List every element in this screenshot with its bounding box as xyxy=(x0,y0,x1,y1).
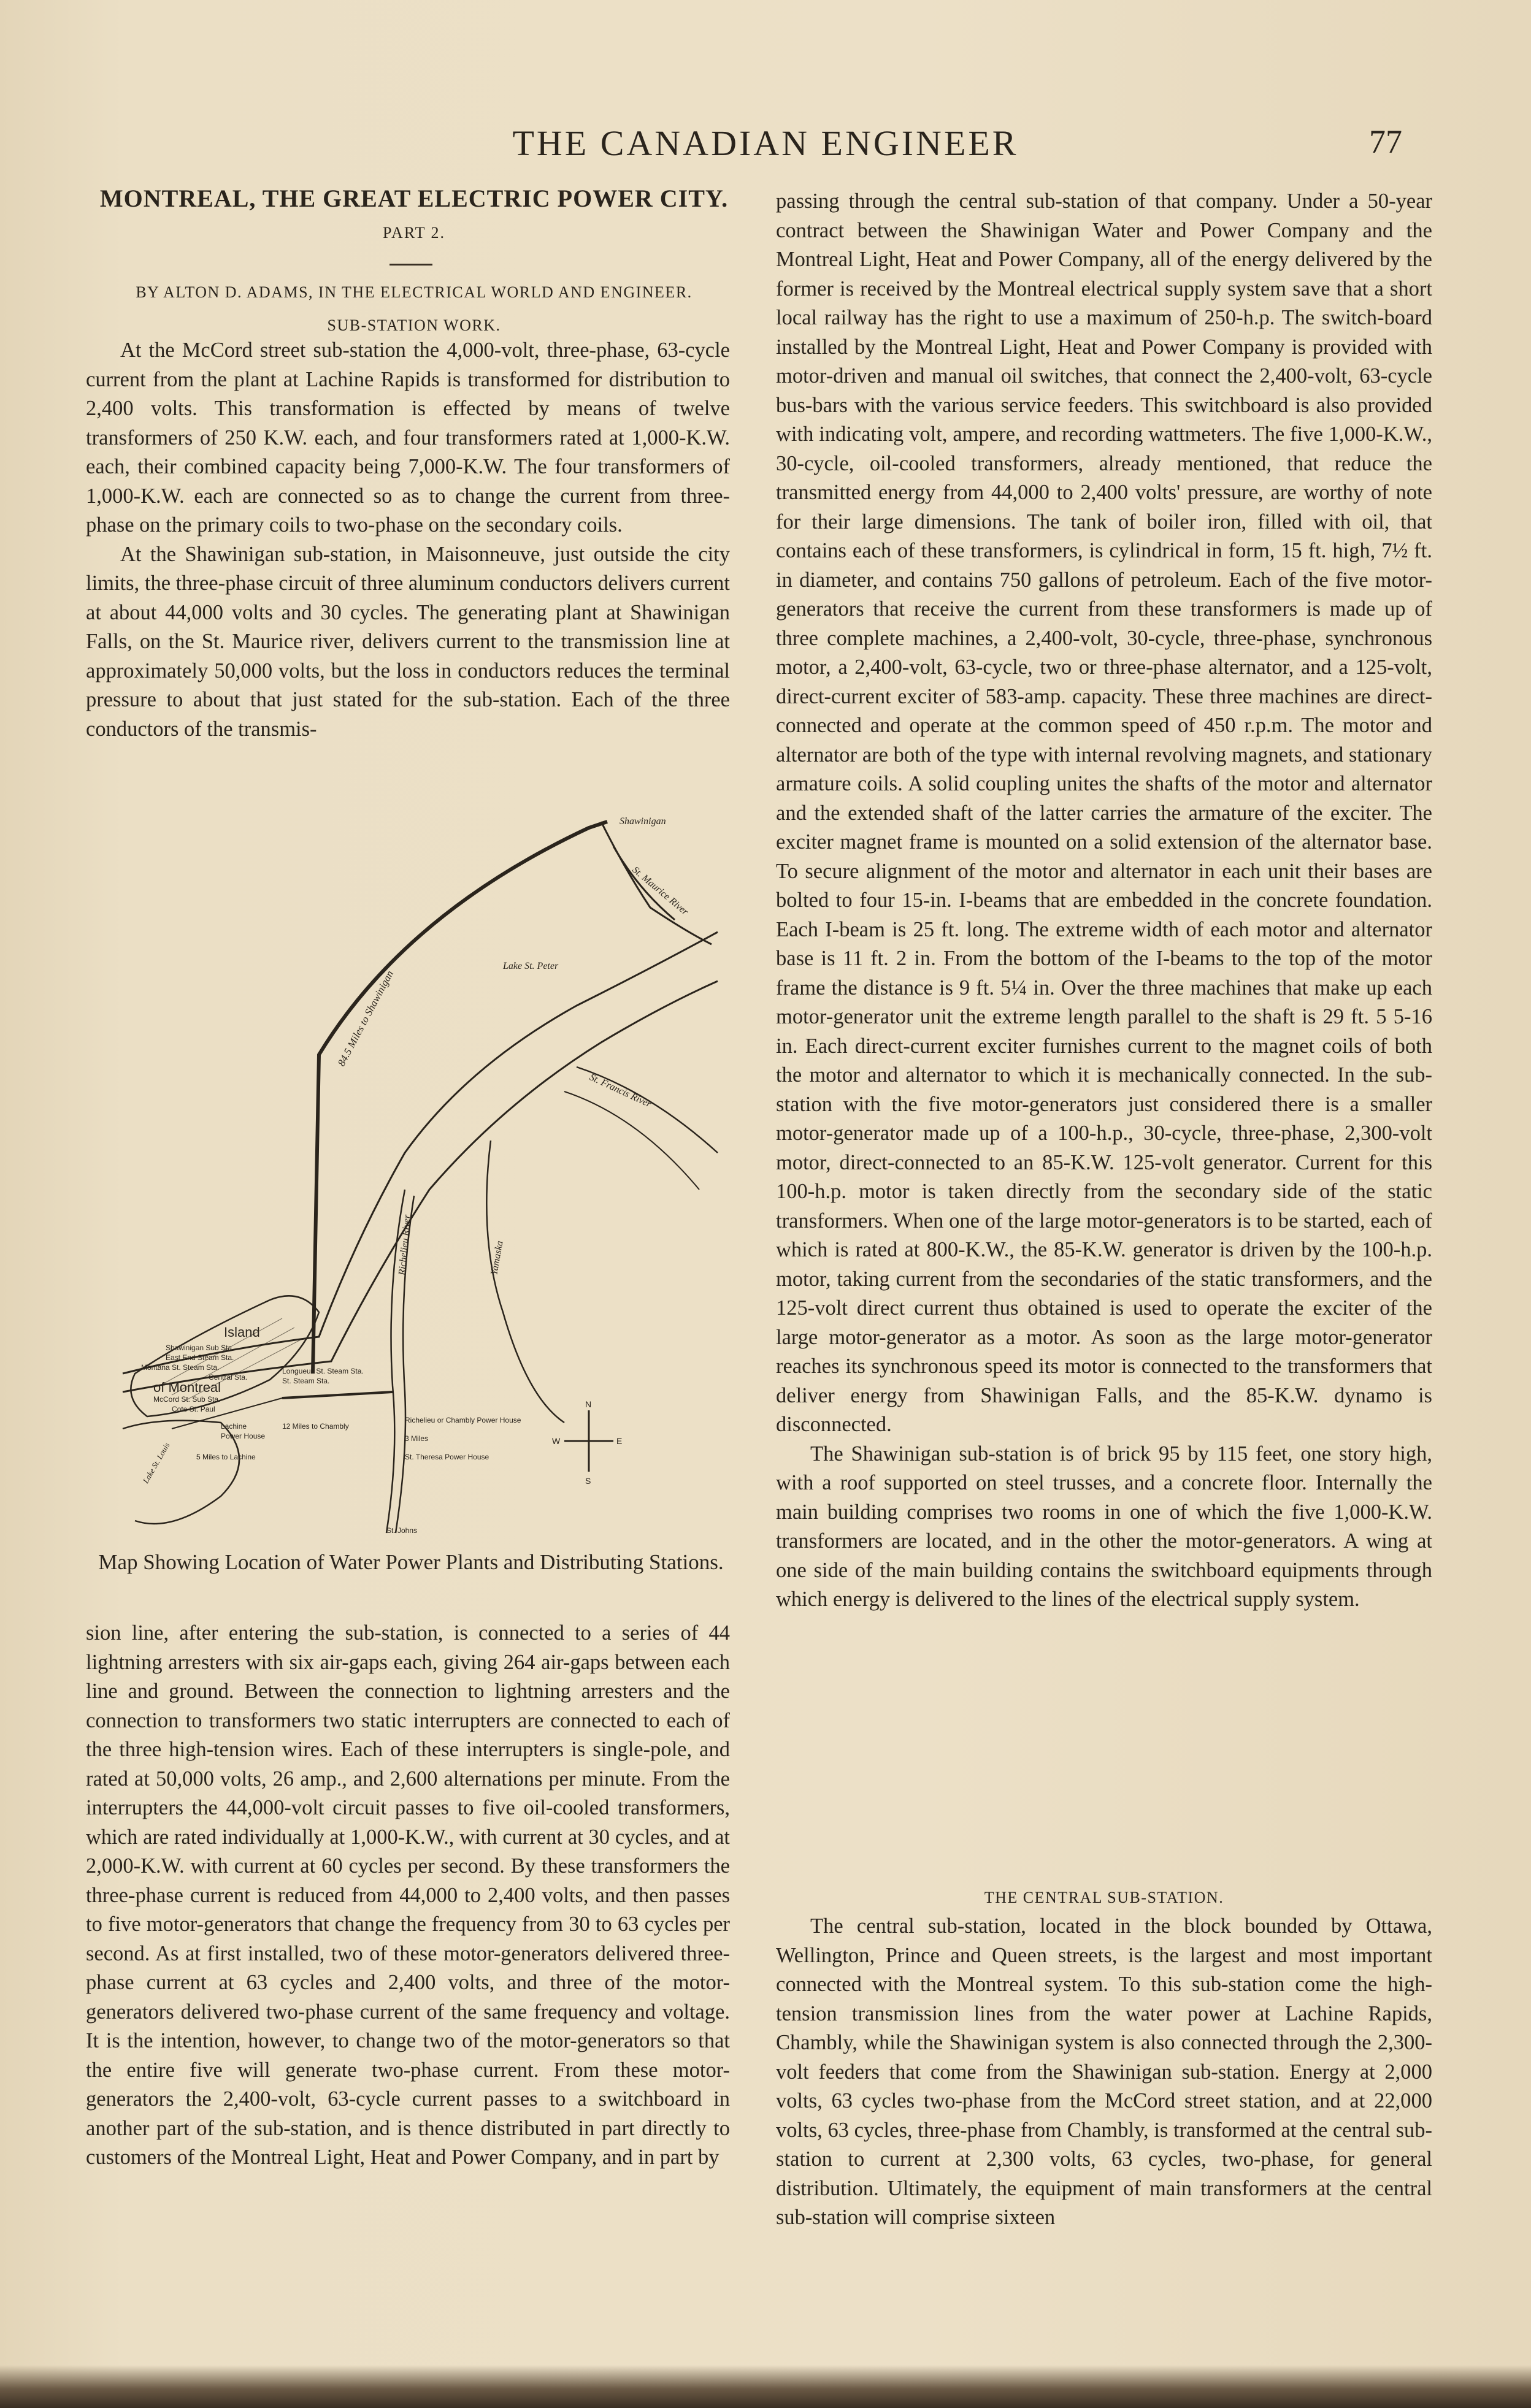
map-label-cote: Cote St. Paul xyxy=(172,1405,215,1413)
map-label-mccord: McCord St. Sub Sta. xyxy=(153,1395,221,1404)
compass-e: E xyxy=(616,1436,623,1446)
map-label-lake-st-louis: Lake St. Louis xyxy=(140,1440,172,1485)
map-illustration xyxy=(98,809,736,1545)
map-label-richelieu-chambly: Richelieu or Chambly Power House xyxy=(405,1416,521,1424)
paragraph: At the Shawinigan sub-station, in Maisonneuve, just outside the city limits, the three-phase circuit of three aluminum conductors delivers current at about 44,000 volts and 30 cycles. The generating plant at Shawinigan Falls, on the St. Maurice river, delivers current to the transmission line at approximately 50,000 volts, but the loss in conductors reduces the terminal pressure to about that just stated for the sub-station. Each of the three conductors of the transmis- xyxy=(86,542,730,741)
paragraph: passing through the central sub-station of that company. Under a 50-year contract between the Shawinigan Water and Power Company and the Montreal Light, Heat and Power Company, all of the energy delivered by the former is received by the Montreal electrical supply system save that a short local railway has the right to use a maximum of 250-h.p. The switch-board installed by the Montreal Light, Heat and Power Company is provided with motor-driven and manual oil switches, that connect the 2,400-volt, 63-cycle bus-bars with the various service feeders. This switchboard is also provided with indicating volt, ampere, and recording wattmeters. The five 1,000-K.W., 30-cycle, oil-cooled transformers, already mentioned, that reduce the transmitted energy from 44,000 to 2,400 volts' pressure, are worthy of note for their large dimensions. The tank of boiler iron, filled with oil, that contains each of these transformers, is cylindrical in form, 15 ft. high, 7½ ft. in diameter, and contains 750 gallons of petroleum. Each of the five motor-generators that receive the current from these transformers is made up of three complete machines, a 2,400-volt, 30-cycle, three-phase, synchronous motor, a 2,400-volt, 63-cycle, two or three-phase alternator, and a 125-volt, direct-current exciter of 583-amp. capacity. These three machines are direct-connected and operate at the common speed of 450 r.p.m. The motor and alternator are both of the type with internal revolving magnets, and stationary armature coils. A solid coupling unites the shafts of the motor and alternator and the extended shaft of the latter carries the armature of the exciter. The exciter magnet frame is mounted on a solid extension of the alternator base. To secure alignment of the motor and alternator in each unit their bases are bolted to four 15-in. I-beams that are embedded in the concrete foundation. Each I-beam is 25 ft. long. The extreme width of each motor and alternator base is 11 ft. 2 in. From the bottom of the I-beams to the top of the motor frame the distance is 9 ft. 5¼ in. Over the three machines that make up each motor-generator unit the extreme length parallel to the shaft is 29 ft. 5 5-16 in. Each direct-current exciter furnishes current to the magnet coils of both the motor and alternator to which it is mechanically connected. In the sub-station with the five motor-generators just considered there is a smaller motor-generator made up of a 100-h.p., 30-cycle, three-phase, 2,300-volt motor, direct-connected to an 85-K.W. 125-volt generator. Current for this 100-h.p. motor is taken directly from the secondary side of the static transformers. When one of the large motor-generators is to be started, each of which is rated at 800-K.W., the 85-K.W. generator is driven by the 100-h.p. motor, taking current from the secondaries of the static transformers, and the 125-volt direct current thus obtained is used to operate the exciter of the large motor-generator as a motor. As soon as the large motor-generator reaches its synchronous speed its motor is connected to the transformers that deliver energy from Shawinigan Falls, and the 85-K.W. dynamo is disconnected. xyxy=(776,189,1432,1436)
left-column-top xyxy=(86,336,730,744)
map-label-lachine: Lachine xyxy=(221,1422,247,1431)
map-label-central: Central Sta. xyxy=(209,1373,248,1382)
map-label-shawinigan: Shawinigan xyxy=(620,816,666,827)
compass-s: S xyxy=(585,1476,591,1486)
left-column-bottom xyxy=(86,1619,730,2173)
byline: BY ALTON D. ADAMS, IN THE ELECTRICAL WORLD AND ENGINEER. xyxy=(136,283,693,301)
map-label-shawinigan-sub: Shawinigan Sub Sta. xyxy=(166,1344,234,1352)
running-head xyxy=(0,123,1531,166)
map-label-st-maurice: St. Maurice River xyxy=(630,865,691,917)
compass-w: W xyxy=(552,1436,561,1446)
article-part: PART 2. xyxy=(382,224,446,242)
map-label-st-theresa: St. Theresa Power House xyxy=(405,1453,489,1461)
subhead-sub-station-work: SUB-STATION WORK. xyxy=(327,316,501,334)
map-label-st-steam: St. Steam Sta. xyxy=(282,1377,330,1385)
map-label-five-miles: 5 Miles to Lachine xyxy=(196,1453,256,1461)
paragraph: At the McCord street sub-station the 4,000-volt, three-phase, 63-cycle current from the plant at Lachine Rapids is transformed for distribution to 2,400 volts. This transformation is effected by means of twelve transformers of 250 K.W. each, and four transformers rated at 1,000-K.W. each, their combined capacity being 7,000-K.W. The four transformers of 1,000-K.W. each are connected so as to change the current from three-phase on the primary coils to two-phase on the secondary coils. xyxy=(86,338,730,537)
map-label-of-montreal: of Montreal xyxy=(153,1380,221,1395)
map-label-three-miles: 3 Miles xyxy=(405,1434,429,1443)
map-label-east-end: East End Steam Sta. xyxy=(166,1353,234,1362)
page-number: 77 xyxy=(1369,123,1402,160)
map-label-longueuil: Longueuil St. Steam Sta. xyxy=(282,1367,364,1375)
subhead-central-sub-station: THE CENTRAL SUB-STATION. xyxy=(984,1889,1224,1906)
title-rule xyxy=(389,264,432,266)
right-column xyxy=(776,187,1432,1615)
map-label-lake-st-peter: Lake St. Peter xyxy=(503,961,559,971)
map-caption: Map Showing Location of Water Power Plants and Distributing Stations. xyxy=(98,1550,724,1574)
map-label-st-johns: St. Johns xyxy=(386,1526,418,1535)
map-label-island: Island xyxy=(224,1324,260,1340)
page-bottom-edge xyxy=(0,2365,1531,2408)
right-column-bottom xyxy=(776,1912,1432,2233)
map-label-st-francis: St. Francis River xyxy=(588,1072,653,1110)
map-label-richelieu: Richelieu River xyxy=(397,1214,413,1276)
paragraph: The Shawinigan sub-station is of brick 95 by 115 feet, one story high, with a roof supported on steel trusses, and a concrete floor. Internally the main building comprises two rooms in one of which the five 1,000-K.W. transformers are located, and in the other the motor-generators. A wing at one side of the main building contains the switchboard equipments through which energy is delivered to the lines of the electrical supply system. xyxy=(776,1442,1432,1611)
journal-title: THE CANADIAN ENGINEER xyxy=(512,123,1019,163)
paragraph: sion line, after entering the sub-station, is connected to a series of 44 lightning arresters with six air-gaps each, giving 264 air-gaps between each line and ground. Between the connection to lightning arresters and the connection to transformers two static interrupters are connected to each of the three high-tension wires. Each of these interrupters is single-pole, and rated at 50,000 volts, 26 amp., and 2,600 alternations per minute. From the interrupters the 44,000-volt circuit passes to five oil-cooled transformers, which are rated individually at 1,000-K.W., with current at 30 cycles, and at 2,000-K.W. with current at 60 cycles per second. By these transformers the three-phase current is reduced from 44,000 to 2,400 volts, and then passes to five motor-generators that change the frequency from 30 to 63 cycles per second. As at first installed, two of these motor-generators delivered three-phase current at 63 cycles and 2,400 volts, and three of the motor-generators delivered two-phase current of the same frequency and voltage. It is the intention, however, to change two of the motor-generators so that the entire five will generate two-phase current. From these motor-generators the 2,400-volt, 63-cycle current passes to a switchboard in another part of the sub-station, and is thence distributed in part directly to customers of the Montreal Light, Heat and Power Company, and in part by xyxy=(86,1621,730,2169)
map-label-power-house: Power House xyxy=(221,1432,266,1440)
paragraph: The central sub-station, located in the block bounded by Ottawa, Wellington, Prince and Queen streets, is the largest and most important connected with the Montreal system. To this sub-station come the high-tension transmission lines from the water power at Lachine Rapids, Chambly, while the Shawinigan system is also connected through the 2,300-volt feeders that come from the Shawinigan sub-station. Energy at 2,000 volts, 63 cycles two-phase from the McCord street station, and at 22,000 volts, 63 cycles, three-phase from Chambly, is transformed at the central sub-station to current at 2,300 volts, 63 cycles, two-phase, for general distribution. Ultimately, the equipment of main transformers at the central sub-station will comprise sixteen xyxy=(776,1914,1432,2229)
map-label-montana: Montana St. Steam Sta. xyxy=(141,1363,220,1372)
map-label-twelve-miles: 12 Miles to Chambly xyxy=(282,1422,349,1431)
article-title: MONTREAL, THE GREAT ELECTRIC POWER CITY. xyxy=(99,185,729,212)
map-label-yamaska: Yamaska xyxy=(489,1240,505,1276)
map-figure xyxy=(98,809,736,1545)
compass-n: N xyxy=(585,1399,592,1409)
map-label-line: 84.5 Miles to Shawinigan xyxy=(335,968,396,1068)
